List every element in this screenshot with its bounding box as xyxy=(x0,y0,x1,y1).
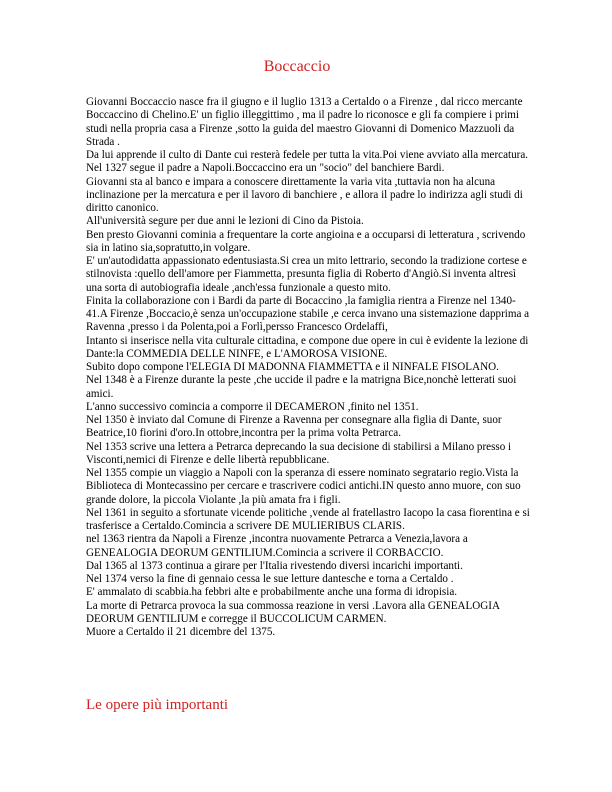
text-line: Giovanni sta al banco e impara a conoscere direttamente la varia vita ,tuttavia non ha alcuna xyxy=(86,175,496,188)
text-line: nel 1363 rientra da Napoli a Firenze ,incontra nuovamente Petrarca a Venezia,lavora a xyxy=(86,533,468,546)
text-line: Dante:la COMMEDIA DELLE NINFE, e L'AMOROSA VISIONE. xyxy=(86,347,388,360)
text-line: Ravenna ,presso i da Polenta,poi a Forlì,persso Francesco Ordelaffi, xyxy=(86,321,388,334)
text-line: Nel 1361 in seguito a sfortunate vicende politiche ,vende al fratellastro Iacopo la casa fiorentina e si xyxy=(86,506,530,519)
text-line: Visconti,nemici di Firenze e delle libertà repubblicane. xyxy=(86,453,330,466)
text-line: All'università segure per due anni le lezioni di Cino da Pistoia. xyxy=(86,215,364,228)
text-line: diritto canonico. xyxy=(86,202,159,214)
text-line: Nel 1355 compie un viaggio a Napoli con la speranza di essere nominato segratario regio.Vista la xyxy=(86,467,519,479)
text-line: L'anno successivo comincia a comporre il DECAMERON ,finito nel 1351. xyxy=(86,400,419,413)
text-line: Intanto si inserisce nella vita culturale cittadina, e compone due opere in cui è evidente la lezione di xyxy=(86,334,529,347)
text-line: Biblioteca di Montecassino per cercare e trascrivere codici antichi.IN questo anno muore, con suo xyxy=(86,480,521,493)
text-line: Giovanni Boccaccio nasce fra il giugno e il luglio 1313 a Certaldo o a Firenze , dal ricco mercante xyxy=(86,96,523,108)
text-line: grande dolore, la piccola Violante ,la più amata fra i figli. xyxy=(86,493,341,506)
text-line: Beatrice,10 fiorini d'oro.In ottobre,incontra per la prima volta Petrarca. xyxy=(86,427,401,440)
text-line: sia in latino sia,sopratutto,in volgare. xyxy=(86,241,251,254)
text-line: Finita la collaborazione con i Bardi da parte di Bocaccino ,la famiglia rientra a Firenze nel 1340- xyxy=(86,294,516,307)
text-line: GENEALOGIA DEORUM GENTILIUM.Comincia a scrivere il CORBACCIO. xyxy=(86,546,444,559)
text-line: amici. xyxy=(86,387,114,400)
document-title: Boccaccio xyxy=(263,58,331,75)
text-line: studi nella propria casa a Firenze ,sotto la guida del maestro Giovanni di Domenico Mazzuoli da xyxy=(86,122,515,135)
section-heading: Le opere più importanti xyxy=(86,697,229,713)
text-line: Nel 1353 scrive una lettera a Petrarca deprecando la sua decisione di stabilirsi a Milano presso i xyxy=(86,440,512,453)
text-line: stilnovista :quello dell'amore per Fiammetta, presunta figlia di Roberto d'Angiò.Si inventa altresì xyxy=(86,268,517,281)
text-line: E' un'autodidatta appassionato edentusiasta.Si crea un mito lettrario, secondo la tradizione cortese e xyxy=(86,255,527,267)
biography-text xyxy=(86,96,568,639)
text-line: Nel 1350 è inviato dal Comune di Firenze a Ravenna per consegnare alla figlia di Dante, suor xyxy=(86,414,502,426)
text-line: trasferisce a Certaldo.Comincia a scrivere DE MULIERIBUS CLARIS. xyxy=(86,520,405,532)
text-line: Da lui apprende il culto di Dante cui resterà fedele per tutta la vita.Poi viene avviato alla mercatura. xyxy=(86,149,529,161)
text-line: Nel 1348 è a Firenze durante la peste ,che uccide il padre e la matrigna Bice,nonchè letterati suoi xyxy=(86,374,517,387)
text-line: Nel 1374 verso la fine di gennaio cessa le sue letture dantesche e torna a Certaldo . xyxy=(86,573,454,585)
text-line: DEORUM GENTILIUM e corregge il BUCCOLICUM CARMEN. xyxy=(86,612,387,625)
text-line: Muore a Certaldo il 21 dicembre del 1375. xyxy=(86,626,276,638)
text-line: una sorta di autobiografia ideale ,anch'essa funzionale a questo mito. xyxy=(86,281,391,294)
text-line: Dal 1365 al 1373 continua a girare per l'Italia rivestendo diversi incarichi importanti. xyxy=(86,559,463,572)
text-line: inclinazione per la mercatura e per il lavoro di banchiere , e allora il padre lo indirizza agli studi di xyxy=(86,188,523,201)
text-line: Ben presto Giovanni cominia a frequentare la corte angioina e a occuparsi di letteratura , scrivendo xyxy=(86,228,526,241)
text-line: E' ammalato di scabbia.ha febbri alte e probabilmente anche una forma di idropisia. xyxy=(86,586,458,599)
text-line: 41.A Firenze ,Boccacio,è senza un'occupazione stabile ,e cerca invano una sistemazione dapprima a xyxy=(86,308,530,320)
text-line: Strada . xyxy=(86,135,120,148)
text-line: Subito dopo compone l'ELEGIA DI MADONNA FIAMMETTA e il NINFALE FISOLANO. xyxy=(86,361,499,373)
text-line: La morte di Petrarca provoca la sua commossa reazione in versi .Lavora alla GENEALOGIA xyxy=(86,599,501,612)
text-line: Nel 1327 segue il padre a Napoli.Boccaccino era un "socio" del banchiere Bardi. xyxy=(86,162,445,175)
text-line: Boccaccino di Chelino.E' un figlio illeggittimo , ma il padre lo riconosce e gli fa compiere i primi xyxy=(86,109,519,122)
